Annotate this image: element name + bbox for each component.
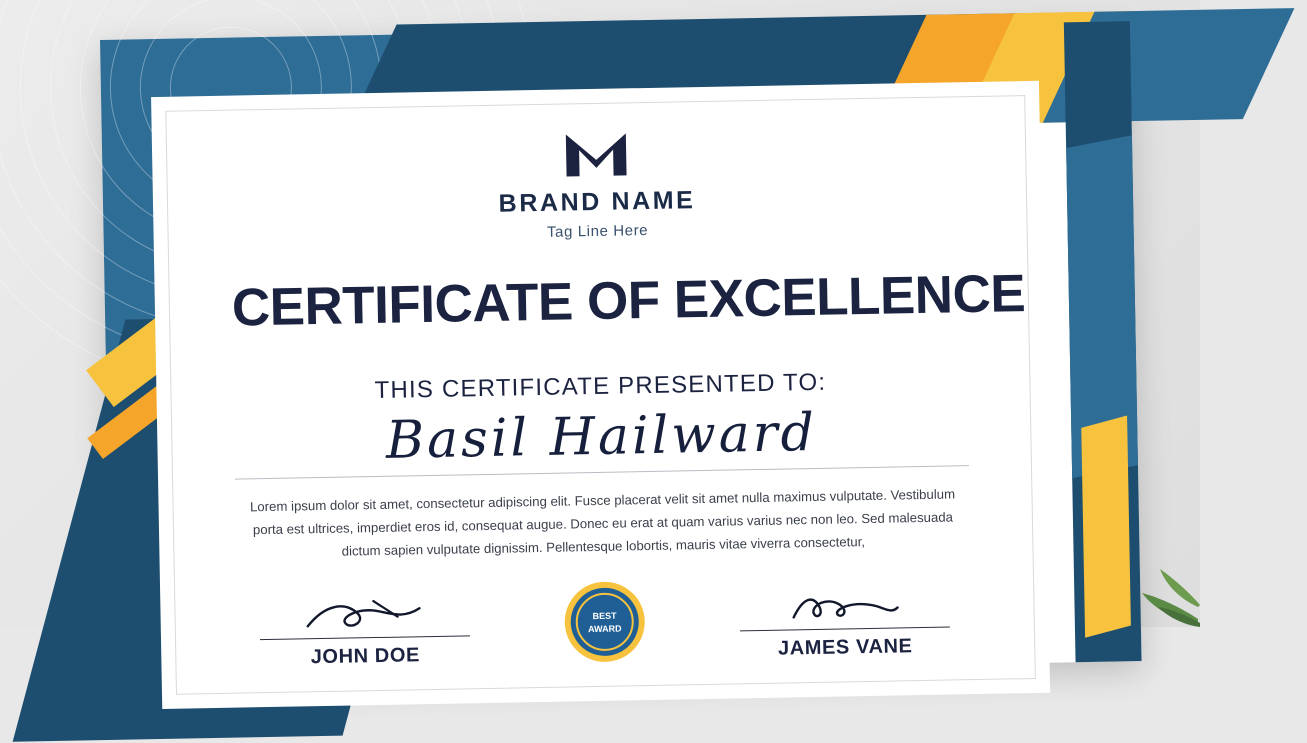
signature-row [237, 573, 972, 670]
certificate-content [166, 96, 1034, 672]
signature-block-left [259, 592, 470, 671]
certificate-panel-border [165, 95, 1036, 695]
brand-tagline: Tag Line Here [546, 221, 649, 241]
signature-block-right [739, 583, 950, 662]
handwritten-signature-icon [739, 583, 950, 627]
award-seal-icon [562, 579, 648, 665]
recipient-name: Basil Hailward [385, 402, 818, 471]
certificate-body-text: Lorem ipsum dolor sit amet, consectetur adipiscing elit. Fusce placerat velit sit amet nulla maximus vulputate. Vestibulum porta est ultrices, imperdiet eros id, consequat augue. Donec eu erat at quam varius varius nec non leo. Sed malesuada dictum sapien vulputate dignissim. Pellentesque lobortis, mauris vitae viverra consectetur, [249, 486, 956, 559]
certificate-sheet [100, 21, 1142, 680]
brand-name: BRAND NAME [498, 186, 696, 218]
signature-line-left [260, 636, 470, 641]
decor-right-band [1064, 21, 1142, 662]
certificate-panel [151, 81, 1050, 709]
badge-line-1: BEST [592, 610, 617, 622]
signature-name-right: JAMES VANE [777, 635, 913, 660]
handwritten-signature-icon [259, 592, 470, 636]
signature-name-left: JOHN DOE [310, 644, 421, 669]
decor-right-yellow [1081, 416, 1131, 638]
m-monogram-icon [566, 133, 627, 176]
award-badge-wrap [544, 579, 666, 665]
badge-line-2: AWARD [588, 623, 622, 635]
certificate-title: CERTIFICATE OF EXCELLENCE [231, 264, 1026, 338]
signature-line-right [740, 627, 950, 632]
presented-to-label: THIS CERTIFICATE PRESENTED TO: [374, 368, 827, 405]
